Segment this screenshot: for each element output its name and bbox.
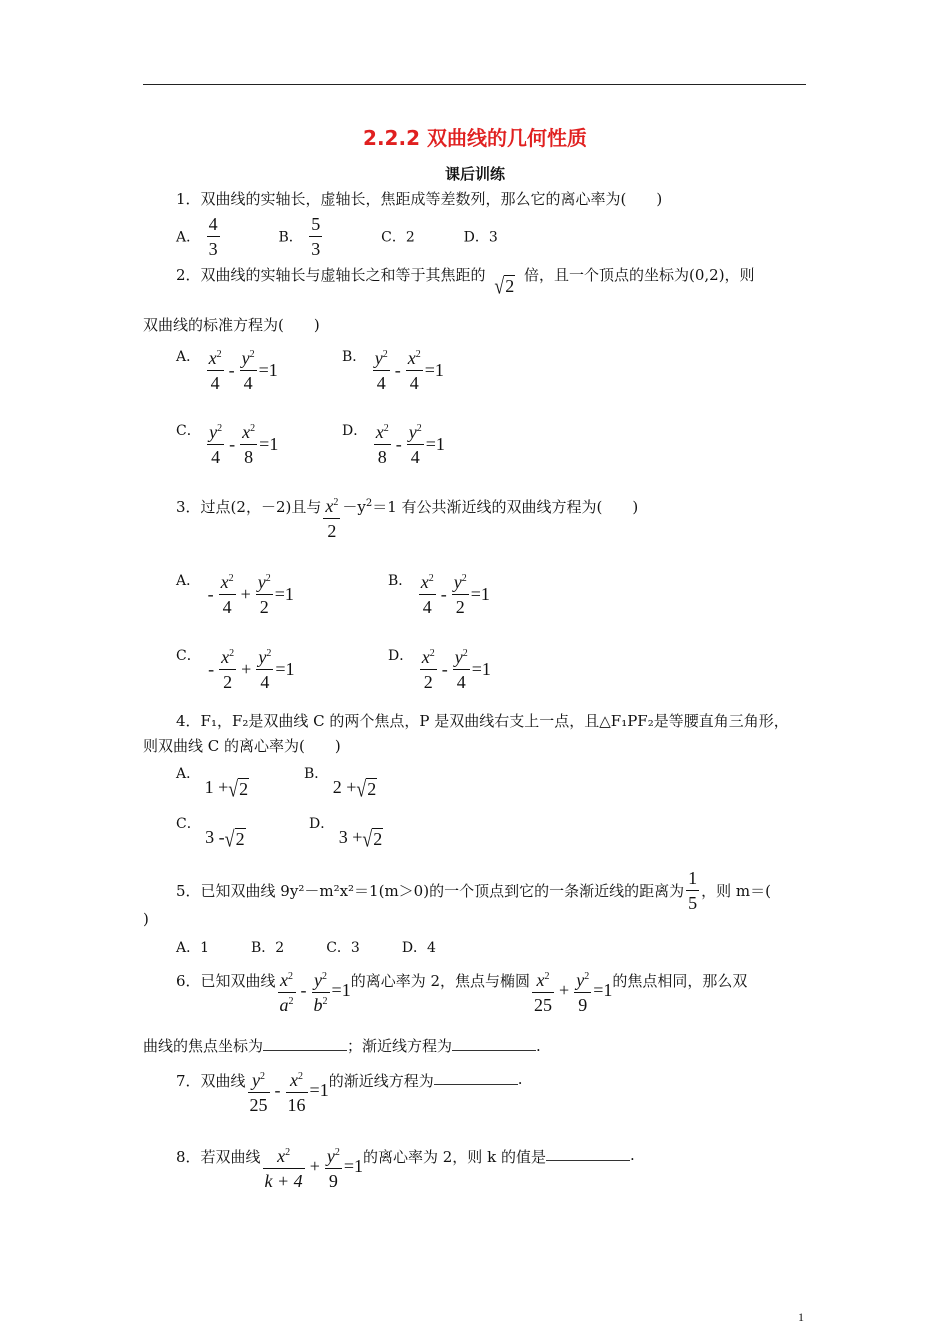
- question-1-stem: 1．双曲线的实轴长，虚轴长，焦距成等差数列，那么它的离心率为( ): [176, 190, 663, 208]
- answer-blank[interactable]: [263, 1036, 347, 1051]
- sqrt: √2: [494, 273, 515, 299]
- question-4-stem-cont: 则双曲线 C 的离心率为( ): [143, 737, 341, 755]
- page-title: 2.2.2 双曲线的几何性质: [363, 126, 587, 150]
- option-a-label: A．: [176, 229, 201, 246]
- question-2-option-c: C． $\frac{y^2}{4}$ - $\frac{x^2}{8}$ =1: [176, 422, 279, 467]
- question-4-stem: 4．F₁，F₂是双曲线 C 的两个焦点，P 是双曲线右支上一点，且△F₁PF₂是等腰直角三角形，: [176, 712, 789, 730]
- option-b-label: B．: [278, 229, 303, 246]
- question-2-stem-cont: 双曲线的标准方程为( ): [143, 316, 320, 334]
- page-number: 1: [798, 1310, 804, 1324]
- question-6-stem-cont: 曲线的焦点坐标为 ；渐近线方程为 .: [143, 1037, 541, 1055]
- question-6-stem: 6．已知双曲线 $\frac{x^2}{a^2}$ - $\frac{y^2}{b^2}$ =1的离心率为 2，焦点与椭圆 $\frac{x^2}{25}$ + $\frac{y^2}{9}$ =1的焦点相同，那么双: [176, 970, 748, 1015]
- question-4-option-a: A． 1 +√2: [176, 766, 249, 802]
- answer-blank[interactable]: [546, 1146, 630, 1161]
- question-3-stem: 3．过点(2，－2)且与 $\frac{x^2}{2}$ $-y^2=1$ 有公共渐近线的双曲线方程为( ): [176, 496, 639, 541]
- fraction: $\frac{4}{3}$: [208, 214, 218, 259]
- answer-blank[interactable]: [434, 1070, 518, 1085]
- option-d: D．3: [463, 229, 498, 246]
- question-2-option-b: B． $\frac{y^2}{4}$ - $\frac{x^2}{4}$ =1: [342, 348, 444, 393]
- question-5-options: A．1 B．2 C．3 D．4: [176, 940, 436, 956]
- option-c: C．2: [381, 229, 415, 246]
- question-3-option-c: C． - $\frac{x^2}{2}$ + $\frac{y^2}{4}$ =1: [176, 647, 295, 692]
- question-3-option-a: A． - $\frac{x^2}{4}$ + $\frac{y^2}{2}$ =1: [176, 572, 294, 617]
- question-4-option-b: B． 2 +√2: [304, 766, 377, 802]
- question-4-option-d: D． 3 +√2: [309, 816, 383, 852]
- question-3-option-b: B． $\frac{x^2}{4}$ - $\frac{y^2}{2}$ =1: [388, 572, 490, 617]
- question-2-stem: 2．双曲线的实轴长与虚轴长之和等于其焦距的 √2 倍，且一个顶点的坐标为(0,2)，则: [176, 266, 755, 299]
- question-2-option-a: A． $\frac{x^2}{4}$ - $\frac{y^2}{4}$ =1: [176, 348, 278, 393]
- question-3-option-d: D． $\frac{x^2}{2}$ - $\frac{y^2}{4}$ =1: [388, 647, 491, 692]
- question-1-options: [176, 212, 498, 261]
- question-5-stem-cont: ): [143, 910, 149, 928]
- question-5-stem: 5．已知双曲线 9y²－m²x²＝1(m＞0)的一个顶点到它的一条渐近线的距离为 $\frac{1}{5}$ ，则 m＝(: [176, 868, 771, 913]
- fraction: $\frac{5}{3}$: [311, 214, 321, 259]
- question-7-stem: 7．双曲线 $\frac{y^2}{25}$ - $\frac{x^2}{16}$ =1的渐近线方程为 .: [176, 1070, 523, 1115]
- answer-blank[interactable]: [452, 1036, 536, 1051]
- section-subtitle: 课后训练: [444, 165, 505, 183]
- question-4-option-c: C． 3 -√2: [176, 816, 245, 852]
- question-2-option-d: D． $\frac{x^2}{8}$ - $\frac{y^2}{4}$ =1: [342, 422, 445, 467]
- header-rule: [143, 84, 806, 85]
- question-8-stem: 8．若双曲线 $\frac{x^2}{k + 4}$ + $\frac{y^2}{9}$ =1的离心率为 2，则 k 的值是 .: [176, 1146, 635, 1191]
